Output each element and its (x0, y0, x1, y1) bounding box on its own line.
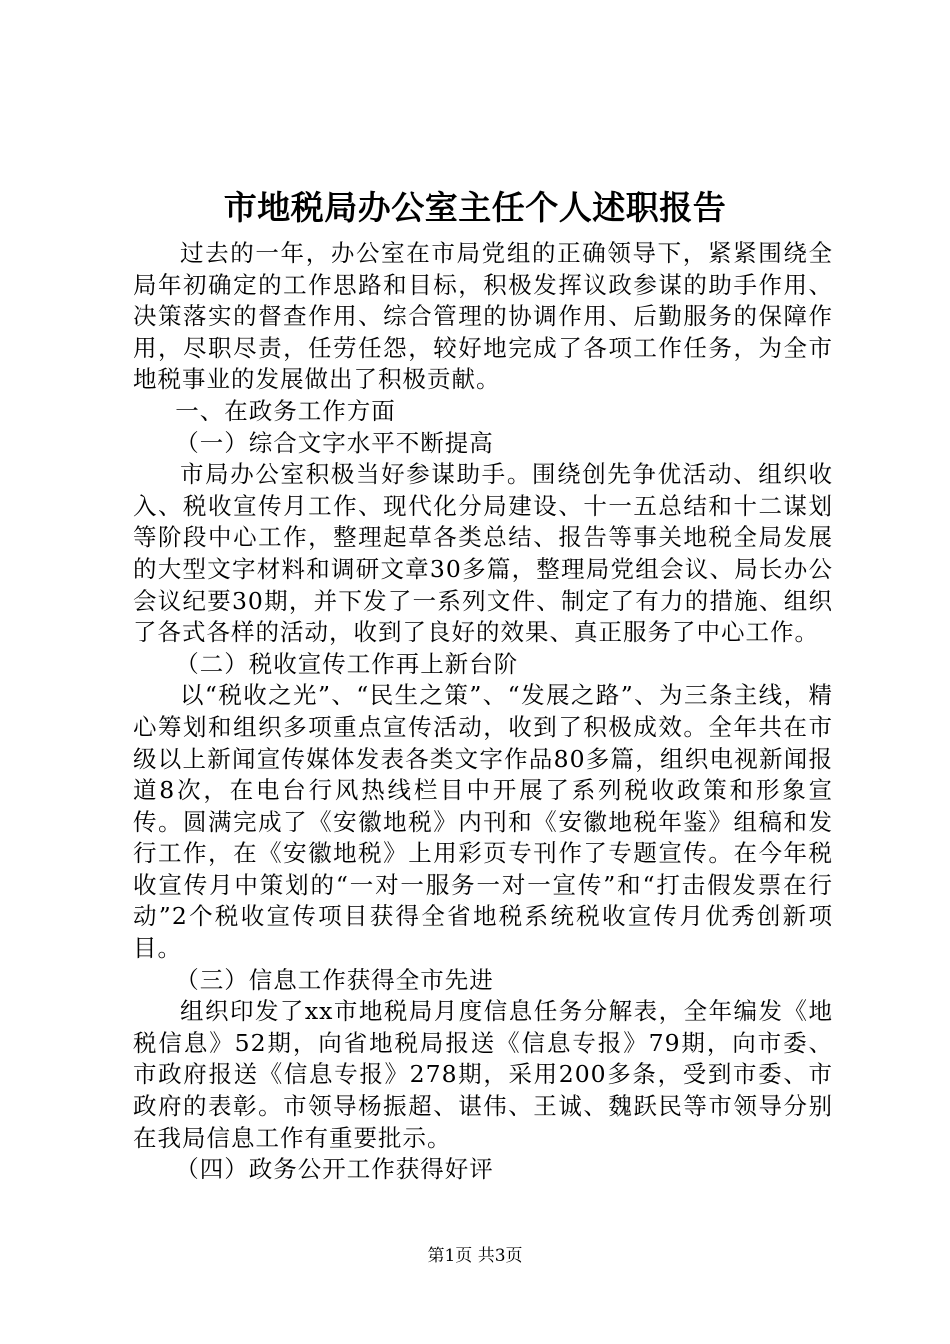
subsection-heading: （四）政务公开工作获得好评 (175, 1155, 494, 1184)
document-title: 市地税局办公室主任个人述职报告 (223, 188, 727, 227)
subsection-heading: （三）信息工作获得全市先进 (175, 965, 494, 994)
subsection-heading: （二）税收宣传工作再上新台阶 (175, 649, 519, 678)
section-heading: 一、在政务工作方面 (175, 396, 396, 425)
subsection-heading: （一）综合文字水平不断提高 (175, 428, 494, 457)
intro-paragraph: 过去的一年，办公室在市局党组的正确领导下，紧紧围绕全局年初确定的工作思路和目标，积极发挥议政参谋的助手作用、决策落实的督查作用、综合管理的协调作用、后勤服务的保障作用，尽职尽责，任劳任怨，较好地完成了各项工作任务，为全市地税事业的发展做出了积极贡献。 (133, 239, 833, 394)
document-body (133, 238, 833, 1186)
body-paragraph: 以“税收之光”、“民生之策”、“发展之路”、为三条主线，精心筹划和组织多项重点宣传活动，收到了积极成效。全年共在市级以上新闻宣传媒体发表各类文字作品80多篇，组织电视新闻报道8次，在电台行风热线栏目中开展了系列税收政策和形象宣传。圆满完成了《安徽地税》内刊和《安徽地税年鉴》组稿和发行工作，在《安徽地税》上用彩页专刊作了专题宣传。在今年税收宣传月中策划的“一对一服务一对一宣传”和“打击假发票在行动”2个税收宣传项目获得全省地税系统税收宣传月优秀创新项目。 (133, 681, 833, 963)
body-paragraph: 市局办公室积极当好参谋助手。围绕创先争优活动、组织收入、税收宣传月工作、现代化分局建设、十一五总结和十二谋划等阶段中心工作，整理起草各类总结、报告等事关地税全局发展的大型文字材料和调研文章30多篇，整理局党组会议、局长办公会议纪要30期，并下发了一系列文件、制定了有力的措施、组织了各式各样的活动，收到了良好的效果、真正服务了中心工作。 (133, 460, 833, 647)
page-footer: 第1页 共3页 (427, 1246, 523, 1266)
body-paragraph: 组织印发了xx市地税局月度信息任务分解表，全年编发《地税信息》52期，向省地税局报送《信息专报》79期，向市委、市政府报送《信息专报》278期，采用200多条，受到市委、市政府的表彰。市领导杨振超、谌伟、王诚、魏跃民等市领导分别在我局信息工作有重要批示。 (133, 997, 833, 1152)
